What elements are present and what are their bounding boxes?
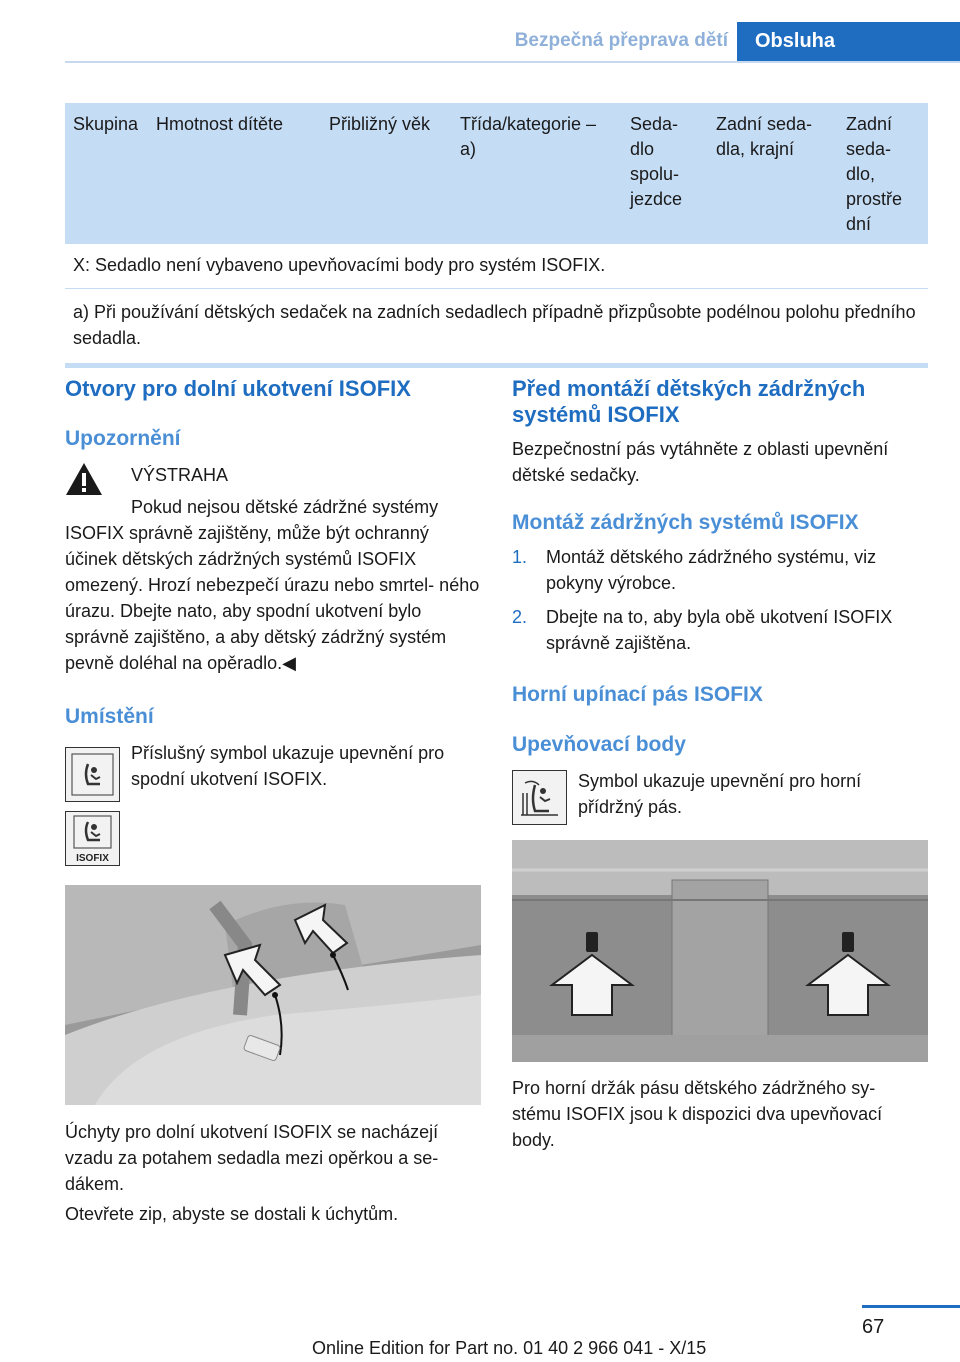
warning-text: Pokud nejsou dětské zádržné systémy ISOFIX správně zajištěny, může být ochranný účinek dětských zádržných systémů ISOFIX omezený. Hrozí nebezpečí úrazu nebo smrtel- ného úrazu. Dbejte nato, aby spodní ukotvení bylo správně zajištěno, a aby dětský zádržný systém pevně doléhal na opěradlo.◀ — [65, 497, 480, 673]
table-header-cell: Skupina — [73, 114, 139, 134]
header-rule — [65, 61, 960, 63]
step-number: 1. — [512, 547, 528, 567]
edition-line: Online Edition for Part no. 01 40 2 966 041 - X/15 — [312, 1338, 707, 1358]
placement-heading: Umístění — [65, 705, 154, 728]
table-header — [65, 103, 928, 244]
seat-table — [65, 103, 928, 368]
right-title: Před montáží dětských zádržných systémů ISOFIX — [512, 376, 866, 427]
table-header-cell: Zadní seda- dlo, prostře dní — [846, 114, 903, 234]
left-title: Otvory pro dolní ukotvení ISOFIX — [65, 376, 411, 401]
mount-steps — [512, 544, 928, 656]
table-header-cell: Seda- dlo spolu- jezdce — [630, 114, 683, 209]
table-header-cell: Zadní seda- dla, krajní — [716, 114, 813, 159]
trunk-photo-caption: Pro horní držák pásu dětského zádržného sy- stému ISOFIX jsou k dispozici dva upevňovací body. — [512, 1078, 883, 1150]
placement-text: Příslušný symbol ukazuje upevnění pro spodní ukotvení ISOFIX. — [131, 743, 445, 789]
mount-heading: Montáž zádržných systémů ISOFIX — [512, 511, 859, 534]
footer-rule — [862, 1305, 960, 1308]
header-section-title: Bezpečná přeprava dětí — [514, 30, 728, 51]
table-note-x: X: Sedadlo není vybaveno upevňovacími body pro systém ISOFIX. — [65, 244, 928, 289]
table-end-rule — [65, 363, 928, 368]
table-note-a: a) Při používání dětských sedaček na zadních sedadlech případně přizpůsobte podélnou polohu předního sedadla. — [73, 302, 916, 348]
table-header-cell: Třída/kategorie – a) — [460, 114, 597, 159]
table-header-cell: Hmotnost dítěte — [156, 114, 284, 134]
isofix-label-text: ISOFIX — [76, 853, 109, 864]
seat-photo-caption: Úchyty pro dolní ukotvení ISOFIX se nacházejí vzadu za potahem sedadla mezi opěrkou a se- dákem. — [65, 1122, 439, 1194]
warning-heading: Upozornění — [65, 427, 181, 450]
left-column — [65, 375, 481, 1224]
step-number: 2. — [512, 607, 528, 627]
isofix-seat-symbol-icon — [65, 747, 120, 802]
rear-seat-photo — [65, 885, 481, 1105]
page-number: 67 — [862, 1316, 885, 1338]
right-column — [512, 375, 928, 1150]
step-text: Montáž dětského zádržného systému, viz pokyny výrobce. — [546, 547, 877, 593]
placement-block — [65, 740, 481, 880]
warning-block — [65, 462, 481, 676]
warning-triangle-icon — [65, 462, 103, 496]
top-tether-heading: Horní upínací pás ISOFIX — [512, 683, 763, 706]
trunk-anchor-photo — [512, 840, 928, 1062]
list-item — [512, 544, 928, 596]
right-intro: Bezpečnostní pás vytáhněte z oblasti upevnění dětské sedačky. — [512, 439, 889, 485]
table-header-cell: Přibližný věk — [329, 114, 431, 134]
top-tether-symbol-icon — [512, 770, 567, 825]
zip-instruction: Otevřete zip, abyste se dostali k úchytům. — [65, 1204, 399, 1224]
isofix-label-symbol-icon — [65, 811, 120, 866]
step-text: Dbejte na to, aby byla obě ukotvení ISOFIX správně zajištěna. — [546, 607, 893, 653]
anchor-points-heading: Upevňovací body — [512, 733, 686, 756]
header-chapter-tab[interactable]: Obsluha — [737, 22, 960, 62]
anchor-points-block — [512, 768, 928, 838]
anchor-points-text: Symbol ukazuje upevnění pro horní přídržný pás. — [578, 771, 862, 817]
warning-label: VÝSTRAHA — [131, 465, 229, 485]
list-item — [512, 604, 928, 656]
